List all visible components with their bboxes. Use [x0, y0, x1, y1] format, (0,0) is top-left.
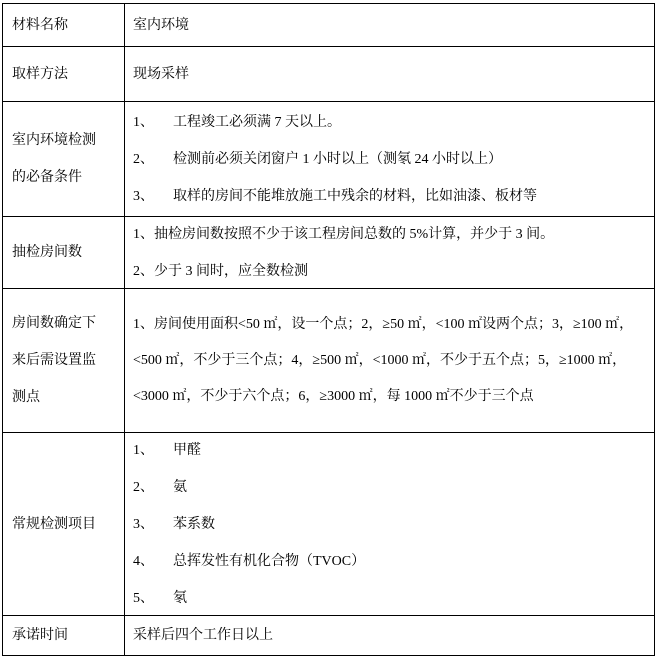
- table-row-sampled-room-count: [3, 217, 654, 289]
- item-number: 4、: [133, 553, 154, 569]
- item-text: 甲醛: [173, 442, 201, 458]
- row-header-label: 取样方法: [12, 66, 68, 82]
- item-number: 2、: [133, 263, 154, 279]
- item-text: 工程竣工必须满 7 天以上。: [173, 114, 341, 130]
- numbered-item: [133, 432, 646, 469]
- row-header-label-line: 室内环境检测: [12, 133, 96, 148]
- row-header-cell: [3, 616, 125, 655]
- numbered-item: [133, 469, 646, 506]
- item-number: 3、: [133, 516, 154, 532]
- row-header-cell: [3, 289, 125, 432]
- row-header-label: 承诺时间: [12, 628, 68, 643]
- content-line: 现场采样: [133, 66, 189, 82]
- row-header-label: 材料名称: [12, 17, 68, 33]
- row-content-cell: [125, 4, 654, 46]
- content-paragraph: 1、房间使用面积<50 ㎡，设一个点；2，≥50 ㎡，<100 ㎡设两个点；3，≥100 ㎡，<500 ㎡，不少于三个点；4，≥500 ㎡，<1000 ㎡，不少于五个点；5，≥1000 ㎡，<3000 ㎡，不少于六个点；6，≥3000 ㎡，每 1000 ㎡不少于三个点: [133, 316, 634, 404]
- row-header-label: 抽检房间数: [12, 245, 82, 260]
- row-header-label-line: 来后需设置监: [12, 353, 96, 368]
- row-header-cell: [3, 47, 125, 101]
- table-row-routine-test-items: [3, 433, 654, 616]
- row-header-label-line: 房间数确定下: [12, 316, 96, 331]
- numbered-item: [133, 141, 646, 178]
- table-row-monitoring-points: [3, 289, 654, 433]
- table-row-testing-prerequisites: [3, 102, 654, 217]
- item-text: 苯系数: [173, 516, 215, 532]
- item-text: 取样的房间不能堆放施工中残余的材料，比如油漆、板材等: [173, 188, 537, 204]
- item-number: 5、: [133, 590, 154, 606]
- item-number: 1、: [133, 442, 154, 458]
- row-content-cell: [125, 289, 654, 432]
- numbered-item: [133, 543, 646, 580]
- content-line: 采样后四个工作日以上: [133, 628, 273, 643]
- row-header-label-line: 测点: [12, 390, 40, 405]
- row-content-cell: [125, 47, 654, 101]
- item-text: 抽检房间数按照不少于该工程房间总数的 5%计算，并少于 3 间。: [154, 226, 555, 242]
- row-content-cell: [125, 217, 654, 288]
- item-text: 少于 3 间时，应全数检测: [154, 263, 308, 279]
- numbered-item: [133, 580, 646, 617]
- numbered-item: [133, 216, 646, 253]
- row-header-label: 常规检测项目: [12, 516, 96, 532]
- table-row-material-name: [3, 4, 654, 47]
- content-line: 室内环境: [133, 17, 189, 33]
- indoor-environment-spec-table: [2, 3, 655, 656]
- numbered-item: [133, 104, 646, 141]
- row-header-label-line: 的必备条件: [12, 170, 82, 185]
- row-header-cell: [3, 433, 125, 615]
- table-row-promised-time: [3, 616, 654, 655]
- row-content-cell: [125, 102, 654, 216]
- table-row-sampling-method: [3, 47, 654, 102]
- item-text: 检测前必须关闭窗户 1 小时以上（测氡 24 小时以上）: [173, 151, 502, 167]
- item-text: 氡: [173, 590, 187, 606]
- item-number: 1、: [133, 226, 154, 242]
- item-number: 2、: [133, 479, 154, 495]
- item-number: 3、: [133, 188, 154, 204]
- row-header-cell: [3, 4, 125, 46]
- item-text: 总挥发性有机化合物（TVOC）: [173, 553, 366, 569]
- numbered-item: [133, 506, 646, 543]
- item-text: 氨: [173, 479, 187, 495]
- row-header-cell: [3, 217, 125, 288]
- numbered-item: [133, 253, 646, 290]
- item-number: 2、: [133, 151, 154, 167]
- row-content-cell: [125, 616, 654, 655]
- row-header-cell: [3, 102, 125, 216]
- row-content-cell: [125, 433, 654, 615]
- numbered-item: [133, 178, 646, 215]
- item-number: 1、: [133, 114, 154, 130]
